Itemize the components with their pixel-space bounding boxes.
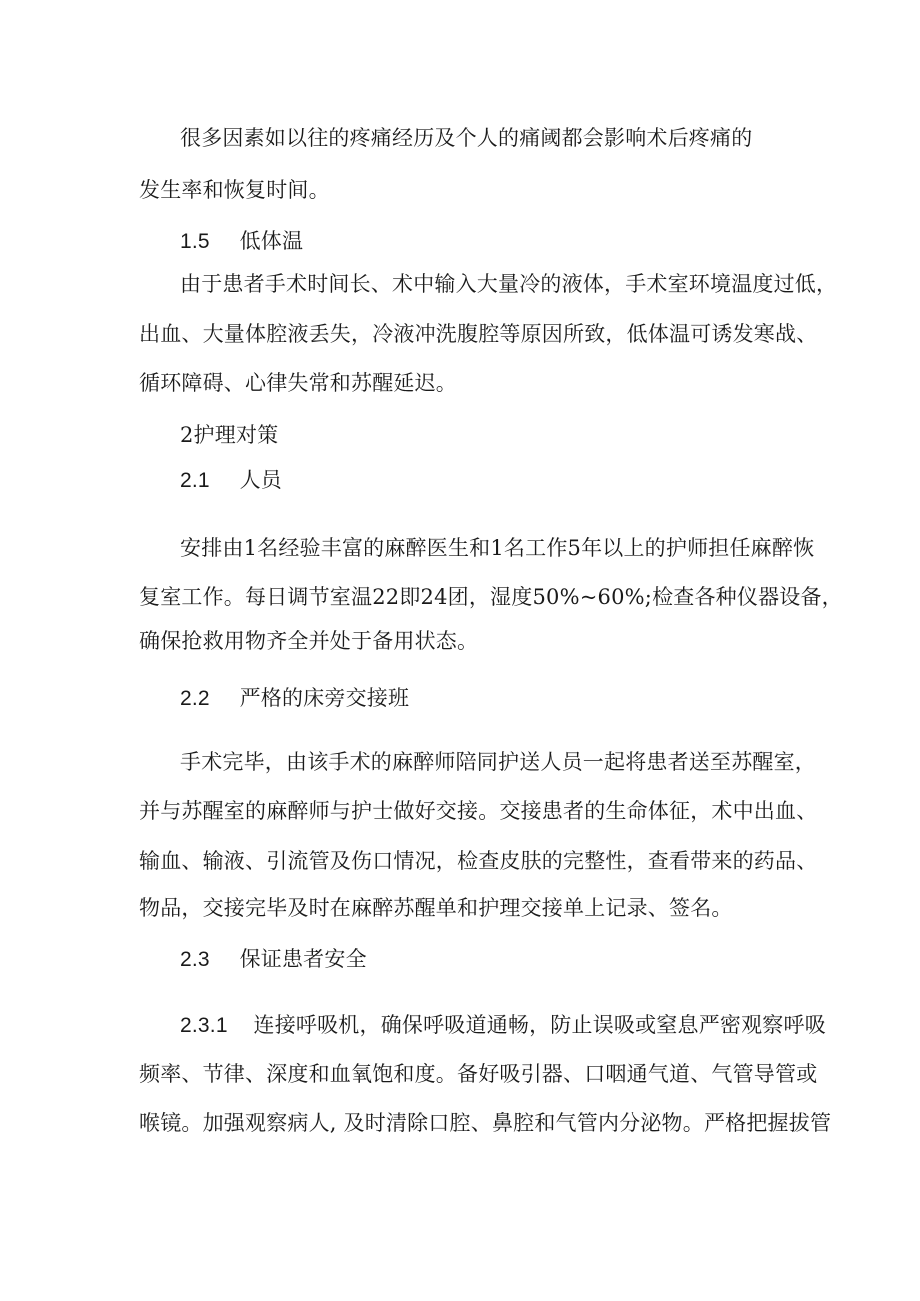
paragraph-2-1-line-3: 确保抢救用物齐全并处于备用状态。 <box>139 629 479 653</box>
section-heading-2-3 <box>180 945 367 974</box>
paragraph-2-2-line-3: 输血、输液、引流管及伤口情况，检查皮肤的完整性，查看带来的药品、 <box>139 849 818 873</box>
section-heading-2-1 <box>180 466 282 495</box>
section-number: 1.5 <box>180 230 210 253</box>
subsection-text: 连接呼吸机，确保呼吸道通畅，防止误吸或窒息严密观察呼吸 <box>253 1013 826 1037</box>
section-title: 保证患者安全 <box>239 947 367 971</box>
paragraph-2-1-line-1: 安排由1名经验丰富的麻醉医生和1名工作5年以上的护师担任麻醉恢 <box>180 536 815 560</box>
paragraph-2-2-line-2: 并与苏醒室的麻醉师与护士做好交接。交接患者的生命体征，术中出血、 <box>139 799 818 823</box>
section-number: 2.3 <box>180 948 210 971</box>
paragraph-pain-line-2: 发生率和恢复时间。 <box>139 178 330 202</box>
paragraph-1-5-line-1: 由于患者手术时间长、术中输入大量冷的液体，手术室环境温度过低， <box>180 272 838 296</box>
section-number: 2.2 <box>180 687 210 710</box>
paragraph-2-3-1-line-1 <box>180 1011 826 1040</box>
paragraph-2-2-line-4: 物品，交接完毕及时在麻醉苏醒单和护理交接单上记录、签名。 <box>139 896 733 920</box>
paragraph-pain-line-1: 很多因素如以往的疼痛经历及个人的痛阈都会影响术后疼痛的 <box>180 126 753 150</box>
subsection-number: 2.3.1 <box>180 1014 228 1037</box>
paragraph-1-5-line-3: 循环障碍、心律失常和苏醒延迟。 <box>139 371 457 395</box>
paragraph-1-5-line-2: 出血、大量体腔液丢失，冷液冲洗腹腔等原因所致，低体温可诱发寒战、 <box>139 322 818 346</box>
section-title: 低体温 <box>239 229 304 253</box>
section-heading-2: 2护理对策 <box>180 423 279 447</box>
section-heading-2-2 <box>180 684 409 713</box>
paragraph-2-2-line-1: 手术完毕，由该手术的麻醉师陪同护送人员一起将患者送至苏醒室， <box>180 750 816 774</box>
paragraph-2-3-1-line-3: 喉镜。加强观察病人, 及时清除口腔、鼻腔和气管内分泌物。严格把握拔管 <box>139 1111 832 1135</box>
section-heading-1-5 <box>180 227 303 256</box>
section-title: 人员 <box>239 468 282 492</box>
paragraph-2-3-1-line-2: 频率、节律、深度和血氧饱和度。备好吸引器、口咽通气道、气管导管或 <box>139 1062 818 1086</box>
section-title: 严格的床旁交接班 <box>239 686 410 710</box>
section-number: 2.1 <box>180 469 210 492</box>
paragraph-2-1-line-2: 复室工作。每日调节室温22即24团，湿度50%~60%;检查各种仪器设备， <box>139 585 843 609</box>
